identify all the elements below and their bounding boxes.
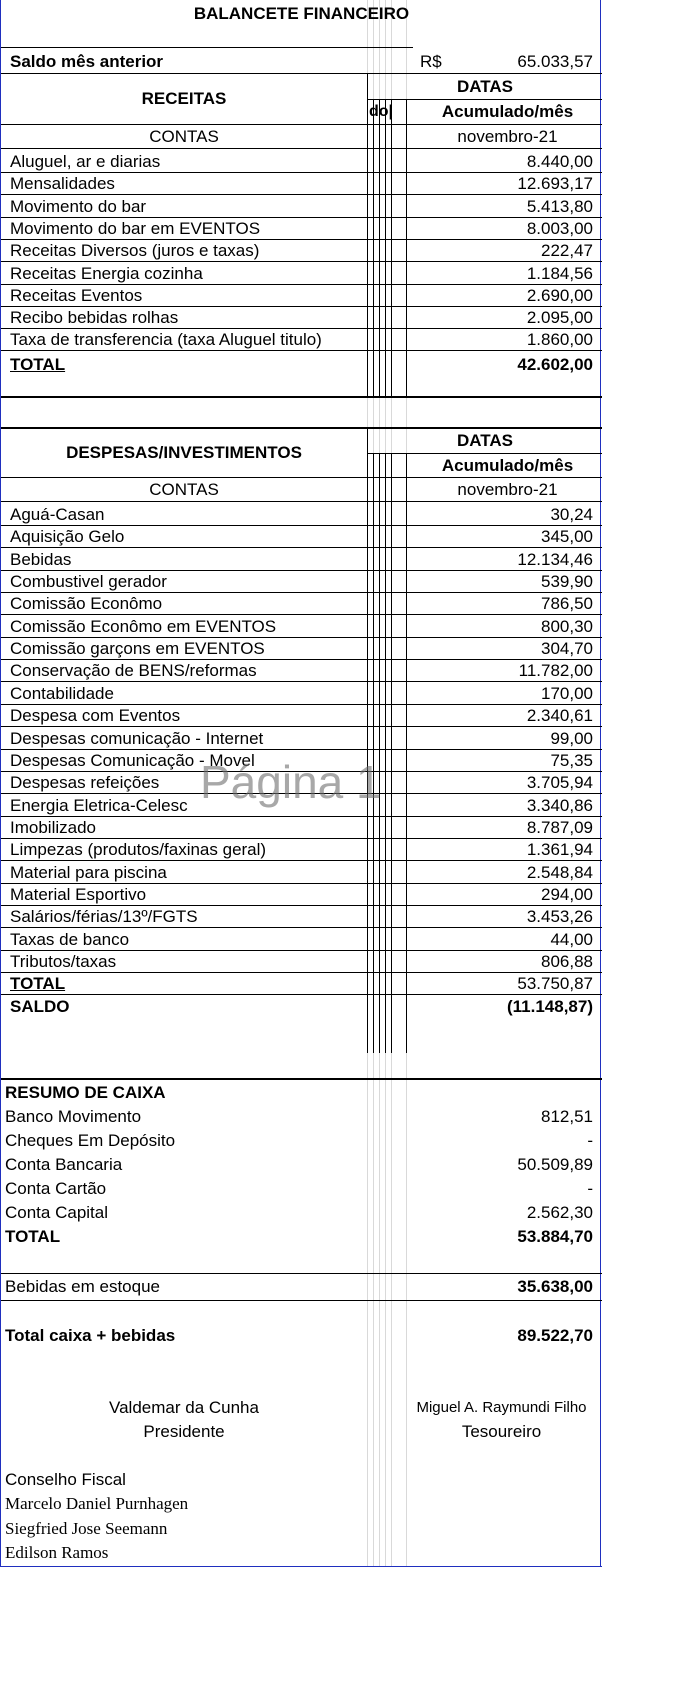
receita-row	[1, 195, 602, 219]
receita-row-label: Receitas Eventos	[10, 285, 143, 305]
despesas-contas-row	[1, 478, 602, 502]
despesa-row-label: Aquisição Gelo	[10, 527, 125, 547]
despesa-row-value: 800,30	[541, 616, 593, 636]
despesa-row-value: 294,00	[541, 884, 593, 904]
despesa-row-value: 786,50	[541, 594, 593, 614]
resumo-row-label: Conta Bancaria	[5, 1155, 123, 1174]
resumo-total-row-value: 53.884,70	[517, 1227, 593, 1246]
presidente-role: Presidente	[143, 1422, 225, 1441]
partial-column-header: do|	[369, 103, 394, 120]
despesa-row	[1, 861, 602, 885]
despesa-row-label: Bebidas	[10, 549, 72, 569]
receitas-total-row-label: TOTAL	[10, 354, 66, 374]
receita-row	[1, 306, 602, 330]
receita-row-label: Movimento do bar	[10, 196, 147, 216]
despesa-row	[1, 816, 602, 840]
despesa-row-label: Imobilizado	[10, 817, 96, 837]
resumo-row	[1, 1177, 602, 1201]
resumo-heading-row	[1, 1081, 602, 1105]
receita-row-label: Recibo bebidas rolhas	[10, 308, 179, 328]
despesa-row	[1, 615, 602, 639]
resumo-row-label: Cheques Em Depósito	[5, 1131, 176, 1150]
despesa-row-label: Comissão garçons em EVENTOS	[10, 639, 265, 659]
resumo-total-row	[1, 1225, 602, 1249]
total-caixa-label: Total caixa + bebidas	[5, 1326, 176, 1345]
despesa-row	[1, 570, 602, 594]
despesa-row	[1, 928, 602, 952]
despesa-row	[1, 704, 602, 728]
receitas-heading: RECEITAS	[141, 89, 227, 108]
resumo-row	[1, 1105, 602, 1129]
despesa-row-label: Comissão Econômo em EVENTOS	[10, 616, 277, 636]
resumo-row-label: Banco Movimento	[5, 1107, 142, 1126]
despesas-total-row-label: TOTAL	[10, 974, 66, 994]
despesa-row-value: 8.787,09	[526, 817, 593, 837]
despesa-row-value: 170,00	[541, 683, 593, 703]
saldo-anterior-label: Saldo mês anterior	[10, 52, 164, 71]
despesa-row-value: 30,24	[550, 505, 593, 524]
receita-row	[1, 284, 602, 308]
signature-names-row	[1, 1396, 602, 1420]
resumo-row-label: Conta Capital	[5, 1203, 109, 1222]
despesa-row-value: 3.340,86	[526, 795, 593, 815]
despesa-row-value: 12.134,46	[517, 549, 593, 569]
despesa-row	[1, 727, 602, 751]
receitas-contas-row	[1, 125, 602, 149]
conselho-member: Edilson Ramos	[5, 1543, 109, 1562]
bebidas-estoque-label: Bebidas em estoque	[5, 1277, 160, 1296]
receita-row-label: Receitas Diversos (juros e taxas)	[10, 241, 260, 261]
despesa-row	[1, 592, 602, 616]
saldo-row-label: SALDO	[10, 996, 70, 1016]
despesa-row	[1, 682, 602, 706]
resumo-row-label: Conta Cartão	[5, 1179, 107, 1198]
resumo-row	[1, 1129, 602, 1153]
receita-row	[1, 217, 602, 241]
despesa-row	[1, 883, 602, 907]
currency-label: R$	[420, 52, 442, 71]
despesa-row-value: 75,35	[550, 750, 593, 770]
receita-row-label: Taxa de transferencia (taxa Aluguel titulo)	[10, 330, 322, 350]
despesas-heading: DESPESAS/INVESTIMENTOS	[66, 443, 302, 462]
despesas-total-row-value: 53.750,87	[517, 974, 593, 994]
despesa-row-label: Despesa com Eventos	[10, 706, 181, 726]
resumo-row-value: 812,51	[541, 1107, 593, 1126]
signature-roles-row	[1, 1420, 602, 1444]
conselho-member: Siegfried Jose Seemann	[5, 1519, 168, 1538]
despesa-row	[1, 905, 602, 929]
despesa-row-value: 3.705,94	[526, 773, 593, 793]
receita-row-value: 222,47	[541, 241, 593, 261]
despesas-col-heading: Acumulado/mês	[441, 456, 574, 475]
despesa-row	[1, 503, 602, 527]
despesa-row-label: Despesas Comunicação - Movel	[10, 750, 255, 770]
despesa-row-value: 2.340,61	[526, 706, 593, 726]
receita-row	[1, 172, 602, 196]
receita-row-label: Movimento do bar em EVENTOS	[10, 218, 261, 238]
despesa-row	[1, 838, 602, 862]
receita-row	[1, 262, 602, 286]
despesa-row-value: 99,00	[550, 728, 593, 748]
despesa-row	[1, 548, 602, 572]
receitas-col-heading: Acumulado/mês	[441, 102, 574, 121]
receitas-total-row	[1, 353, 602, 377]
despesa-row	[1, 525, 602, 549]
resumo-heading: RESUMO DE CAIXA	[5, 1083, 166, 1102]
resumo-row	[1, 1153, 602, 1177]
receitas-total-row-value: 42.602,00	[517, 354, 593, 374]
despesa-row-value: 44,00	[550, 929, 593, 949]
receitas-month: novembro-21	[457, 127, 558, 146]
despesa-row-value: 2.548,84	[526, 862, 593, 882]
receita-row	[1, 328, 602, 352]
despesas-month: novembro-21	[457, 480, 558, 499]
presidente-name: Valdemar da Cunha	[109, 1398, 259, 1417]
sheet-title: BALANCETE FINANCEIRO	[193, 4, 410, 23]
resumo-total-row-label: TOTAL	[5, 1227, 61, 1246]
receitas-datas-heading: DATAS	[456, 77, 514, 96]
receita-row	[1, 150, 602, 174]
despesa-row-label: Aguá-Casan	[10, 505, 105, 524]
despesa-row-label: Taxas de banco	[10, 929, 130, 949]
tesoureiro-name: Miguel A. Raymundi Filho	[416, 1399, 587, 1416]
saldo-row	[1, 995, 602, 1019]
saldo-anterior-value: 65.033,57	[517, 52, 593, 71]
conselho-heading: Conselho Fiscal	[5, 1470, 126, 1489]
despesa-row-label: Comissão Econômo	[10, 594, 163, 614]
receitas-contas-label: CONTAS	[149, 127, 219, 146]
receita-row-value: 8.003,00	[526, 218, 593, 238]
despesa-row	[1, 950, 602, 974]
despesa-row-label: Material Esportivo	[10, 884, 147, 904]
conselho-member: Marcelo Daniel Purnhagen	[5, 1494, 189, 1513]
resumo-row-value: -	[587, 1179, 593, 1198]
despesa-row-label: Conservação de BENS/reformas	[10, 661, 257, 681]
despesa-row-value: 3.453,26	[526, 907, 593, 927]
despesa-row-value: 11.782,00	[518, 661, 593, 681]
despesas-total-row	[1, 972, 602, 996]
saldo-anterior-row	[1, 50, 602, 74]
despesa-row-label: Contabilidade	[10, 683, 114, 703]
receita-row-label: Aluguel, ar e diarias	[10, 152, 161, 171]
despesa-row-value: 345,00	[541, 527, 593, 547]
despesa-row-value: 1.361,94	[526, 840, 593, 860]
receita-row-value: 12.693,17	[517, 174, 593, 194]
despesa-row-value: 539,90	[541, 572, 593, 592]
receita-row-value: 8.440,00	[526, 152, 593, 171]
resumo-row-value: -	[587, 1131, 593, 1150]
despesa-row-label: Material para piscina	[10, 862, 167, 882]
despesa-row-label: Energia Eletrica-Celesc	[10, 795, 188, 815]
receita-row-value: 1.860,00	[526, 330, 593, 350]
despesa-row-label: Limpezas (produtos/faxinas geral)	[10, 840, 267, 860]
total-caixa-value: 89.522,70	[517, 1326, 593, 1345]
receita-row-value: 1.184,56	[526, 263, 593, 283]
resumo-row-value: 2.562,30	[526, 1203, 593, 1222]
despesa-row	[1, 659, 602, 683]
receita-row-label: Mensalidades	[10, 174, 115, 194]
total-caixa-row	[1, 1324, 602, 1348]
despesa-row-label: Despesas comunicação - Internet	[10, 728, 264, 748]
bebidas-estoque-row	[1, 1275, 602, 1299]
despesa-row-label: Despesas refeições	[10, 773, 160, 793]
receita-row-label: Receitas Energia cozinha	[10, 263, 203, 283]
receita-row	[1, 239, 602, 263]
resumo-row	[1, 1201, 602, 1225]
despesa-row-value: 806,88	[541, 952, 593, 971]
despesa-row-label: Salários/férias/13º/FGTS	[10, 907, 198, 927]
despesa-row-label: Tributos/taxas	[10, 952, 117, 971]
despesas-datas-heading: DATAS	[456, 431, 514, 450]
resumo-row-value: 50.509,89	[517, 1155, 593, 1174]
tesoureiro-role: Tesoureiro	[461, 1422, 542, 1441]
receita-row-value: 2.095,00	[526, 308, 593, 328]
despesa-row-value: 304,70	[541, 639, 593, 659]
despesa-row	[1, 637, 602, 661]
saldo-row-value: (11.148,87)	[506, 996, 593, 1016]
despesas-contas-label: CONTAS	[149, 480, 219, 499]
receita-row-value: 5.413,80	[526, 196, 593, 216]
despesa-row-label: Combustivel gerador	[10, 572, 167, 592]
page-watermark: Página 1	[200, 756, 382, 808]
receita-row-value: 2.690,00	[526, 285, 593, 305]
bebidas-estoque-value: 35.638,00	[517, 1277, 593, 1296]
